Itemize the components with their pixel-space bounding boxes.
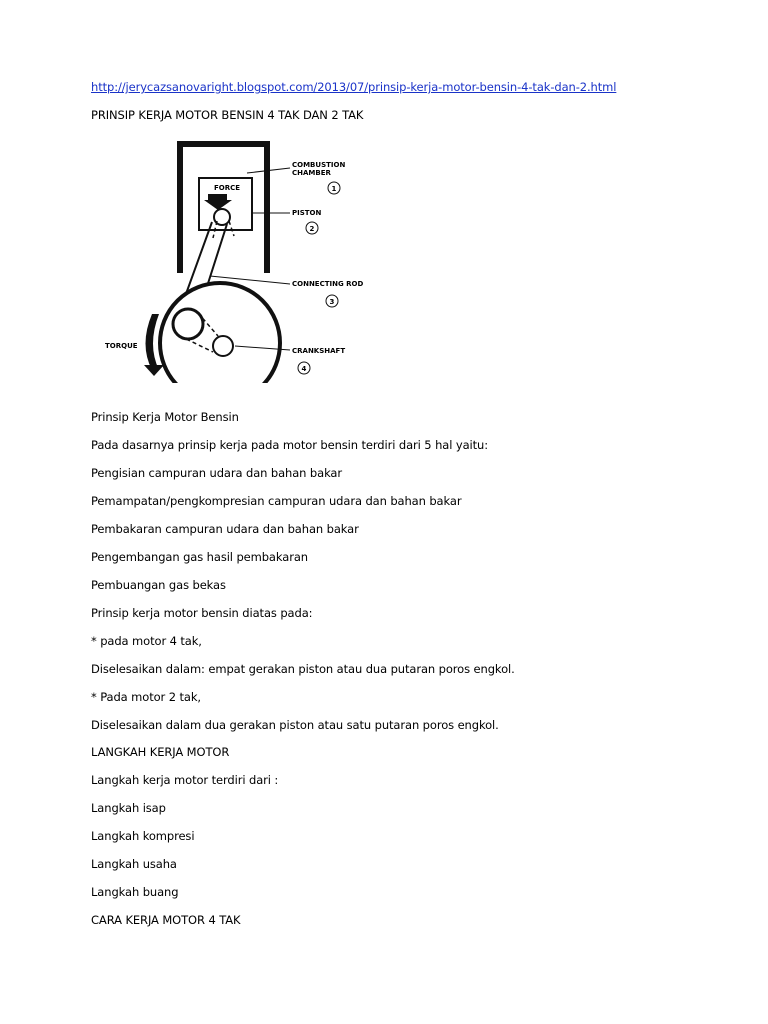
section-heading: LANGKAH KERJA MOTOR <box>91 745 230 759</box>
paragraph: Prinsip kerja motor bensin diatas pada: <box>91 606 313 620</box>
paragraph: Langkah kerja motor terdiri dari : <box>91 773 279 787</box>
crankshaft-label: CRANKSHAFT <box>292 347 346 355</box>
piston-label: PISTON <box>292 209 322 217</box>
torque-arrowhead-icon <box>144 365 164 376</box>
paragraph: Langkah buang <box>91 885 179 899</box>
combustion-label-1: COMBUSTION <box>292 161 346 169</box>
paragraph: Pengembangan gas hasil pembakaran <box>91 550 308 564</box>
paragraph: Diselesaikan dalam dua gerakan piston atau satu putaran poros engkol. <box>91 718 499 732</box>
paragraph: Langkah usaha <box>91 857 177 871</box>
document-heading: PRINSIP KERJA MOTOR BENSIN 4 TAK DAN 2 TAK <box>91 108 364 122</box>
number-4: 4 <box>301 365 307 373</box>
combustion-label-2: CHAMBER <box>292 169 331 177</box>
paragraph: Prinsip Kerja Motor Bensin <box>91 410 239 424</box>
crank-center-shape <box>213 336 233 356</box>
paragraph: Pada dasarnya prinsip kerja pada motor bensin terdiri dari 5 hal yaitu: <box>91 438 488 452</box>
paragraph: Langkah kompresi <box>91 829 195 843</box>
number-2: 2 <box>309 225 315 233</box>
paragraph: Pemampatan/pengkompresian campuran udara dan bahan bakar <box>91 494 462 508</box>
paragraph: Pembakaran campuran udara dan bahan bakar <box>91 522 359 536</box>
engine-diagram <box>95 138 395 383</box>
paragraph: Diselesaikan dalam: empat gerakan piston atau dua putaran poros engkol. <box>91 662 515 676</box>
force-label: FORCE <box>214 184 241 192</box>
paragraph: Langkah isap <box>91 801 166 815</box>
paragraph: Pembuangan gas bekas <box>91 578 226 592</box>
paragraph: Pengisian campuran udara dan bahan bakar <box>91 466 343 480</box>
section-heading: CARA KERJA MOTOR 4 TAK <box>91 913 241 927</box>
connecting-rod-label: CONNECTING ROD <box>292 280 364 288</box>
number-1: 1 <box>331 185 337 193</box>
engine-diagram-svg <box>95 138 395 383</box>
torque-arrow-shape <box>146 314 160 370</box>
number-3: 3 <box>329 298 335 306</box>
paragraph: * Pada motor 2 tak, <box>91 690 201 704</box>
paragraph: * pada motor 4 tak, <box>91 634 202 648</box>
source-link[interactable]: http://jerycazsanovaright.blogspot.com/2013/07/prinsip-kerja-motor-bensin-4-tak-dan-2.html <box>91 80 617 94</box>
torque-label: TORQUE <box>105 342 138 350</box>
